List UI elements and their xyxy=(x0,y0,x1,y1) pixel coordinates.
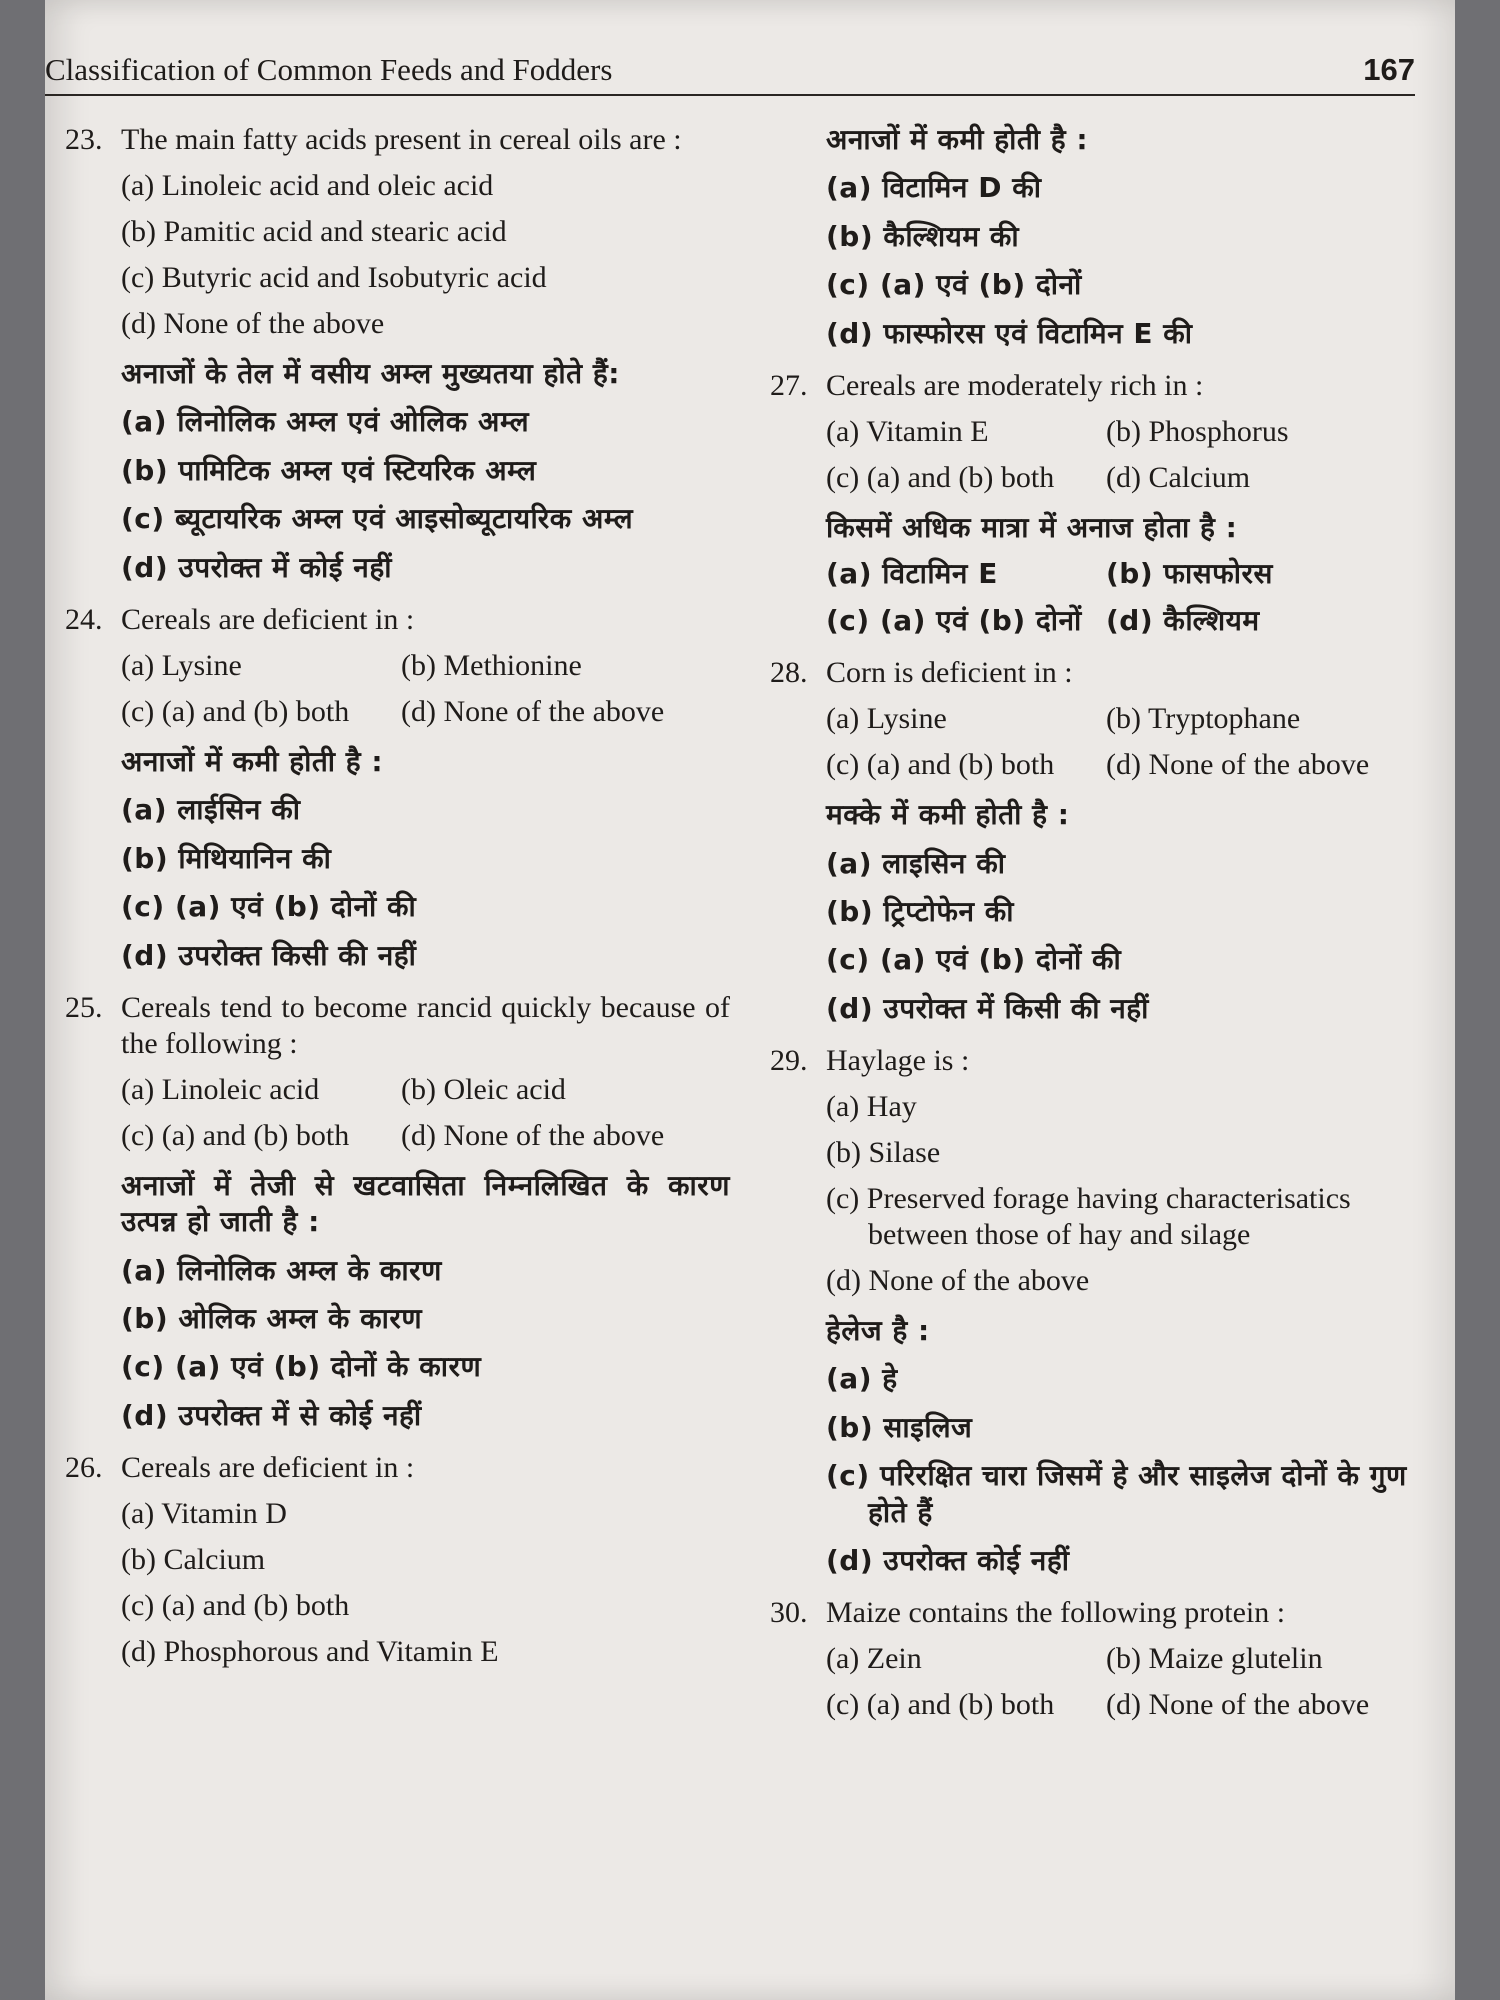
hindi-option-b: (b) ट्रिप्टोफेन की xyxy=(826,894,1015,928)
option-d: (d) None of the above xyxy=(1106,1688,1370,1722)
question-number: 25. xyxy=(65,990,103,1024)
option-c: (c) (a) and (b) both xyxy=(121,1118,350,1152)
option-b: (b) Oleic acid xyxy=(401,1072,566,1106)
option-b: (b) Methionine xyxy=(401,648,582,682)
hindi-question-text: अनाजों में कमी होती है : xyxy=(121,744,384,778)
question-23 xyxy=(65,122,730,586)
question-text: Maize contains the following protein : xyxy=(826,1596,1286,1630)
option-a: (a) Vitamin E xyxy=(826,414,989,448)
option-a: (a) Vitamin D xyxy=(121,1497,287,1531)
question-text: Haylage is : xyxy=(826,1044,970,1078)
question-24 xyxy=(65,602,730,974)
question-number: 24. xyxy=(65,602,103,636)
question-text: The main fatty acids present in cereal oils are : xyxy=(121,123,682,156)
hindi-option-b: (b) साइलिज xyxy=(826,1410,973,1444)
hindi-option-c: (c) (a) एवं (b) दोनों xyxy=(826,603,1082,637)
question-26 xyxy=(65,1450,730,1670)
option-d: (d) None of the above xyxy=(121,307,385,340)
hindi-option-c: (c) (a) एवं (b) दोनों की xyxy=(826,943,1122,977)
question-number: 30. xyxy=(770,1596,808,1630)
option-b: (b) Silase xyxy=(826,1136,941,1170)
hindi-option-a: (a) हे xyxy=(826,1362,898,1396)
page-header xyxy=(45,48,1415,96)
question-text: Corn is deficient in : xyxy=(826,656,1073,690)
hindi-option-d: (d) उपरोक्त में से कोई नहीं xyxy=(121,1398,422,1432)
hindi-option-d: (d) उपरोक्त में कोई नहीं xyxy=(121,550,392,584)
hindi-option-d: (d) उपरोक्त में किसी की नहीं xyxy=(826,991,1149,1025)
hindi-option-c: (c) (a) एवं (b) दोनों की xyxy=(121,890,417,924)
hindi-option-d: (d) कैल्शियम xyxy=(1106,603,1260,637)
hindi-option-c: (c) ब्यूटायरिक अम्ल एवं आइसोब्यूटायरिक अम्ल xyxy=(121,502,634,536)
left-column xyxy=(65,122,730,1686)
question-text: Cereals are deficient in : xyxy=(121,602,415,636)
chapter-title: Classification of Common Feeds and Fodders xyxy=(45,52,613,87)
option-c: (c) (a) and (b) both xyxy=(826,460,1055,494)
option-c: (c) (a) and (b) both xyxy=(121,694,350,728)
hindi-question-text: अनाजों के तेल में वसीय अम्ल मुख्यतया होते हैं: xyxy=(121,357,620,390)
hindi-option-a: (a) लिनोलिक अम्ल के कारण xyxy=(121,1253,442,1287)
option-d: (d) None of the above xyxy=(401,1118,665,1152)
question-30 xyxy=(770,1595,1430,1723)
hindi-option-c: (c) (a) एवं (b) दोनों के कारण xyxy=(121,1350,482,1384)
option-d: (d) None of the above xyxy=(401,694,665,728)
hindi-option-a: (a) विटामिन D की xyxy=(826,171,1042,205)
option-b: (b) Calcium xyxy=(121,1543,266,1577)
question-number: 29. xyxy=(770,1044,808,1078)
option-b: (b) Pamitic acid and stearic acid xyxy=(121,215,507,248)
question-29 xyxy=(770,1043,1430,1579)
hindi-question-text: किसमें अधिक मात्रा में अनाज होता है : xyxy=(826,510,1238,544)
hindi-question-text: अनाजों में तेजी से खटवासिता निम्नलिखित के कारण उत्पन्न हो जाती है : xyxy=(121,1168,730,1239)
option-b: (b) Phosphorus xyxy=(1106,414,1289,448)
hindi-option-b: (b) पामिटिक अम्ल एवं स्टियरिक अम्ल xyxy=(121,453,537,487)
question-27 xyxy=(770,368,1430,639)
hindi-option-a: (a) लाईसिन की xyxy=(121,793,301,827)
hindi-option-a: (a) लाइसिन की xyxy=(826,846,1006,880)
page-number: 167 xyxy=(1363,52,1415,87)
option-b: (b) Maize glutelin xyxy=(1106,1642,1323,1676)
option-d: (d) None of the above xyxy=(1106,748,1370,782)
question-28 xyxy=(770,655,1430,1027)
question-25 xyxy=(65,990,730,1434)
hindi-option-a: (a) विटामिन E xyxy=(826,557,998,591)
option-c: (c) Preserved forage having characterisatics between those of hay and silage xyxy=(826,1182,1351,1252)
option-c: (c) (a) and (b) both xyxy=(826,1688,1055,1722)
option-b: (b) Tryptophane xyxy=(1106,702,1301,736)
hindi-question-text: हेलेज है : xyxy=(826,1314,930,1348)
option-c: (c) (a) and (b) both xyxy=(826,748,1055,782)
hindi-option-c: (c) परिरक्षित चारा जिसमें हे और साइलेज दोनों के गुण होते हैं xyxy=(826,1459,1407,1529)
hindi-option-b: (b) फासफोरस xyxy=(1106,557,1273,591)
option-a: (a) Linoleic acid xyxy=(121,1072,320,1106)
option-d: (d) None of the above xyxy=(826,1264,1090,1298)
hindi-option-d: (d) फास्फोरस एवं विटामिन E की xyxy=(826,316,1193,350)
option-d: (d) Calcium xyxy=(1106,460,1251,494)
hindi-option-d: (d) उपरोक्त किसी की नहीं xyxy=(121,938,417,972)
option-c: (c) Butyric acid and Isobutyric acid xyxy=(121,261,547,294)
option-d: (d) Phosphorous and Vitamin E xyxy=(121,1635,499,1669)
question-number: 28. xyxy=(770,656,808,690)
option-c: (c) (a) and (b) both xyxy=(121,1589,350,1623)
question-number: 26. xyxy=(65,1451,103,1485)
book-page xyxy=(45,0,1455,2000)
option-a: (a) Lysine xyxy=(121,648,242,682)
option-a: (a) Linoleic acid and oleic acid xyxy=(121,169,494,202)
hindi-option-c: (c) (a) एवं (b) दोनों xyxy=(826,268,1082,302)
question-26-hindi xyxy=(770,122,1430,352)
option-a: (a) Zein xyxy=(826,1642,922,1676)
hindi-option-b: (b) ओलिक अम्ल के कारण xyxy=(121,1302,423,1336)
option-a: (a) Hay xyxy=(826,1090,917,1124)
question-number: 27. xyxy=(770,368,808,402)
question-text: Cereals tend to become rancid quickly because of the following : xyxy=(121,990,730,1060)
hindi-question-text: मक्के में कमी होती है : xyxy=(826,798,1070,832)
hindi-option-d: (d) उपरोक्त कोई नहीं xyxy=(826,1544,1070,1578)
hindi-question-text: अनाजों में कमी होती है : xyxy=(826,123,1089,156)
option-a: (a) Lysine xyxy=(826,702,947,736)
question-text: Cereals are deficient in : xyxy=(121,1451,415,1485)
question-number: 23. xyxy=(65,123,103,156)
right-column xyxy=(770,122,1430,1739)
hindi-option-a: (a) लिनोलिक अम्ल एवं ओलिक अम्ल xyxy=(121,405,530,439)
hindi-option-b: (b) कैल्शियम की xyxy=(826,219,1020,253)
hindi-option-b: (b) मिथियानिन की xyxy=(121,841,332,875)
question-text: Cereals are moderately rich in : xyxy=(826,368,1204,402)
